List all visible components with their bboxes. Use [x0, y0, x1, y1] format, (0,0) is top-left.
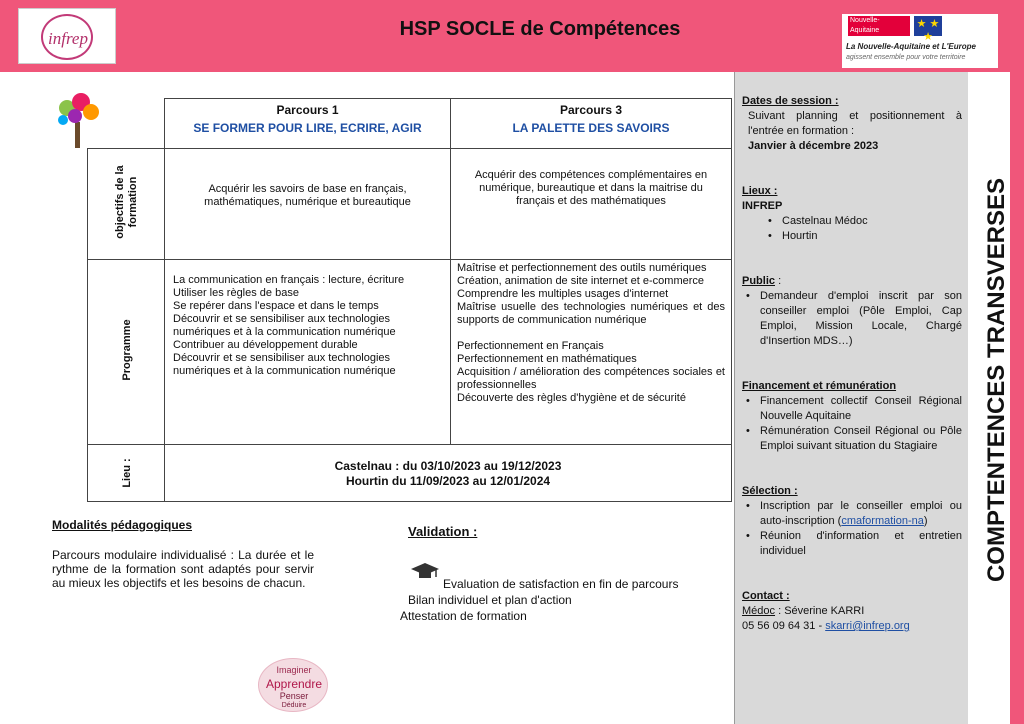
selection-text: ) [923, 515, 928, 527]
formation-table [87, 98, 732, 502]
pink-edge-stripe [1010, 72, 1024, 724]
row1-col2: Acquérir des compétences complémentaires en numérique, bureautique et dans la maitrise du français et des mathématiques [450, 148, 732, 260]
word: Penser [279, 691, 309, 701]
graduation-cap-icon [410, 562, 440, 580]
col1-title: Parcours 1 [276, 103, 339, 117]
col2-header [450, 98, 732, 149]
row3-label: Lieu : [121, 458, 133, 488]
modalites-title: Modalités pédagogiques [52, 518, 193, 532]
program-item: Découvrir et se sensibiliser aux technologies numériques et à la communication numérique [173, 313, 396, 338]
public-list [742, 289, 962, 349]
selection-text: Inscription par le conseiller emploi ou auto-inscription ( [760, 500, 962, 527]
region-logo-line2: agissent ensemble pour votre territoire [846, 54, 966, 61]
wordcloud-image [258, 658, 328, 712]
financement-title: Financement et rémunération [742, 380, 897, 392]
program-item: Maîtrise et perfectionnement des outils numériques [457, 262, 707, 274]
lieux-list [742, 214, 962, 244]
row2-col1 [164, 259, 451, 445]
col1-header [164, 98, 451, 149]
logo-text: infrep [48, 29, 88, 48]
region-badge: Nouvelle-Aquitaine [848, 16, 910, 36]
row1-label: objectifs de la formation [114, 165, 139, 239]
selection-list [742, 499, 962, 559]
program-item: Se repérer dans l'espace et dans le temps [173, 300, 379, 312]
dates-text: Suivant planning et positionnement à l'entrée en formation : [748, 110, 962, 137]
contact-line [742, 604, 962, 619]
modalites-section [52, 518, 314, 590]
list-item: • Réunion d'information et entretien individuel [742, 529, 962, 559]
list-item: • Castelnau Médoc [764, 214, 962, 229]
row2-label: Programme [121, 319, 133, 381]
program-item: Comprendre les multiples usages d'internet [457, 288, 669, 300]
contact-title: Contact : [742, 590, 790, 602]
list-item: • Rémunération Conseil Régional ou Pôle Emploi suivant situation du Stagiaire [742, 424, 962, 454]
cmaformation-link[interactable]: cmaformation-na [841, 515, 924, 527]
vertical-title: COMPTENTENCES TRANSVERSES [983, 177, 1010, 583]
program-item: Découvrir et se sensibiliser aux technologies numériques et à la communication numérique [173, 352, 396, 377]
info-sidebar [734, 72, 968, 724]
lieux-title: Lieux : [742, 185, 778, 197]
contact-place: Médoc [742, 605, 776, 617]
contact-line [742, 619, 962, 634]
public-heading [742, 274, 962, 289]
program-item: Perfectionnement en mathématiques [457, 353, 637, 365]
eu-flag-icon: ★ ★ ★ [914, 16, 942, 36]
contact-phone: 05 56 09 64 31 - [742, 620, 826, 632]
validation-line1: Evaluation de satisfaction en fin de parcours [443, 577, 679, 591]
program-item: Acquisition / amélioration des compétences sociales et professionnelles [457, 366, 725, 391]
page-title: HSP SOCLE de Compétences [399, 18, 681, 40]
program-item: Perfectionnement en Français [457, 340, 604, 352]
row2-label-cell [87, 259, 165, 445]
list-item: • Demandeur d'emploi inscrit par son conseiller emploi (Pôle Emploi, Cap Emploi, Mission Locale, Chargé d'Insertion MDS…) [742, 289, 962, 349]
word: Déduire [281, 702, 307, 709]
list-item: • Hourtin [764, 229, 962, 244]
program-item: La communication en français : lecture, écriture [173, 274, 405, 286]
row3-dates [164, 444, 732, 502]
row1-label-cell [87, 148, 165, 260]
dates-value: Janvier à décembre 2023 [748, 140, 879, 152]
lieux-org: INFREP [742, 200, 783, 212]
program-item: Découverte des règles d'hygiène et de sécurité [457, 392, 686, 404]
list-item: • Financement collectif Conseil Régional Nouvelle Aquitaine [742, 394, 962, 424]
contact-name: : Séverine KARRI [775, 605, 865, 617]
col2-subtitle: LA PALETTE DES SAVOIRS [512, 121, 670, 135]
program-item: Utiliser les règles de base [173, 287, 299, 299]
row3-label-cell [87, 444, 165, 502]
selection-title: Sélection : [742, 485, 798, 497]
financement-list [742, 394, 962, 454]
infrep-logo [18, 8, 116, 64]
program-item: Contribuer au développement durable [173, 339, 358, 351]
validation-line3: Attestation de formation [400, 609, 527, 623]
region-logo-line1: La Nouvelle-Aquitaine et L'Europe [846, 42, 976, 51]
row1-col1: Acquérir les savoirs de base en français, mathématiques, numérique et bureautique [164, 148, 451, 260]
public-colon: : [775, 275, 782, 287]
word: Imaginer [276, 665, 312, 675]
list-item [742, 499, 962, 529]
region-europe-logo [842, 14, 998, 68]
modalites-text: Parcours modulaire individualisé : La durée et le rythme de la formation sont adaptés pour servir au mieux les objectifs et les besoins de chacun. [52, 548, 314, 590]
dates-title: Dates de session : [742, 95, 839, 107]
validation-title: Validation : [408, 524, 478, 539]
word: Apprendre [265, 677, 323, 691]
public-title: Public [742, 275, 776, 287]
validation-line2: Bilan individuel et plan d'action [408, 593, 572, 607]
date-castelnau: Castelnau : du 03/10/2023 au 19/12/2023 [334, 459, 562, 473]
sidebar-content [742, 72, 962, 634]
program-spacer [457, 327, 725, 340]
row2-col2 [450, 259, 732, 445]
col2-title: Parcours 3 [559, 103, 623, 117]
program-item: Maîtrise usuelle des technologies numériques et des supports de communication numérique [457, 301, 725, 326]
date-hourtin: Hourtin du 11/09/2023 au 12/01/2024 [345, 474, 551, 488]
program-item: Création, animation de site internet et e-commerce [457, 275, 705, 287]
col1-subtitle: SE FORMER POUR LIRE, ECRIRE, AGIR [193, 121, 422, 135]
contact-email-link[interactable]: skarri@infrep.org [825, 620, 910, 632]
